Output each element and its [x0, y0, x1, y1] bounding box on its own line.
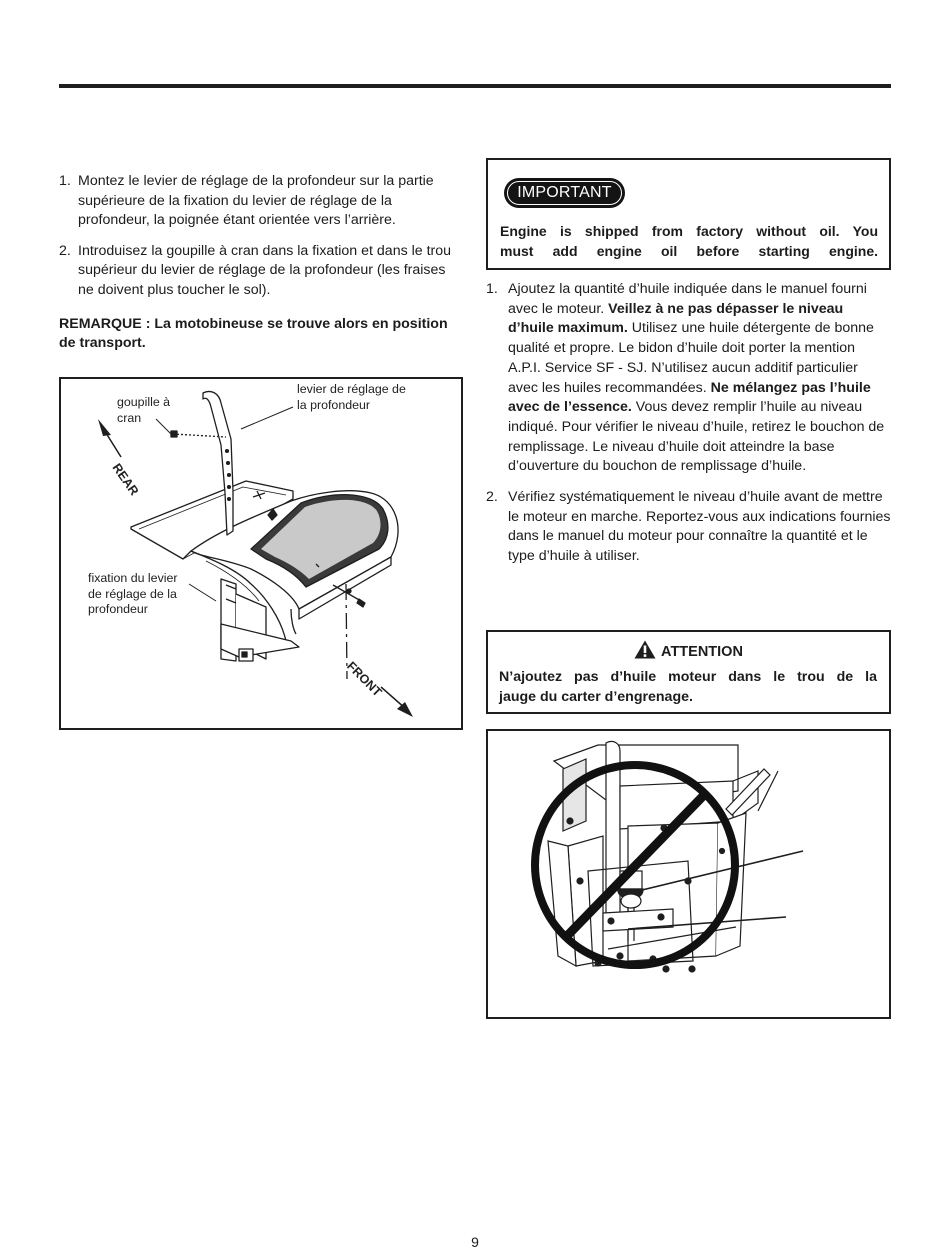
- gear-case-drawing: [488, 731, 889, 1017]
- lever-label: levier de réglage de la profondeur: [297, 382, 406, 412]
- oil-step-1: 1. Ajoutez la quantité d’huile indiquée dans le manuel fourni avec le moteur. Veillez à ne pas dépasser le niveau d’huile maximum. Utilisez une huile détergente de bonne qualité et propre. Le bidon d’huile doit porter la mention A.P.I. Service SF - SJ. N’utilisez aucun additif particulier avec les huiles recommandées. Ne mélangez pas l’huile avec de l’essence. Vous devez remplir l’huile au niveau indiqué. Pour vérifier le niveau d’huile, retirez le bouchon de remplissage. Le niveau d’huile doit atteindre la base d’ouverture du bouchon de remplissage d’huile.: [486, 281, 885, 475]
- step-number: 1.: [486, 281, 498, 297]
- page-number: 9: [471, 1234, 479, 1250]
- step-1: [59, 172, 459, 231]
- important-badge-label: IMPORTANT: [507, 181, 622, 205]
- rear-label: REAR: [109, 461, 142, 499]
- no-oil-figure: [486, 729, 891, 1019]
- depth-lever-figure: [59, 377, 463, 730]
- step-2: [59, 242, 459, 301]
- step-number: 2.: [59, 242, 71, 259]
- step-number: 2.: [486, 489, 498, 506]
- left-column: [59, 172, 459, 354]
- attention-heading: ATTENTION: [488, 640, 889, 662]
- step-text: Introduisez la goupille à cran dans la fixation et dans le trou supérieur du levier de réglage de la profondeur (les fraises ne doivent plus toucher le sol).: [78, 242, 452, 298]
- bracket-label: fixation du levier de réglage de la profondeur: [88, 571, 178, 617]
- pin-label: goupille à cran: [117, 395, 171, 425]
- tiller-drawing: [61, 379, 461, 728]
- attention-text: N’ajoutez pas d’huile moteur dans le trou de la jauge du carter d’engrenage.: [499, 669, 877, 705]
- attention-box: [486, 630, 891, 714]
- oil-step-2: 2. Vérifiez systématiquement le niveau d’huile avant de mettre le moteur en marche. Reportez-vous aux indications fournies dans le manuel du moteur pour connaître la quantité et le type d’huile à utiliser.: [486, 489, 891, 565]
- right-column: [486, 280, 891, 578]
- important-badge: [504, 178, 625, 208]
- important-text: Engine is shipped from factory without oil. You must add engine oil before starting engine.: [500, 223, 878, 259]
- step-number: 1.: [59, 173, 71, 189]
- front-label: FRONT: [344, 659, 385, 700]
- transport-note: REMARQUE : La motobineuse se trouve alors en position de transport.: [59, 315, 448, 352]
- header-rule: [59, 84, 891, 88]
- step-text: Montez le levier de réglage de la profondeur sur la partie supérieure de la fixation du levier de réglage de la profondeur, la poignée étant orientée vers l’arrière.: [78, 173, 434, 229]
- important-box: [486, 158, 891, 270]
- warning-triangle-icon: [634, 640, 656, 659]
